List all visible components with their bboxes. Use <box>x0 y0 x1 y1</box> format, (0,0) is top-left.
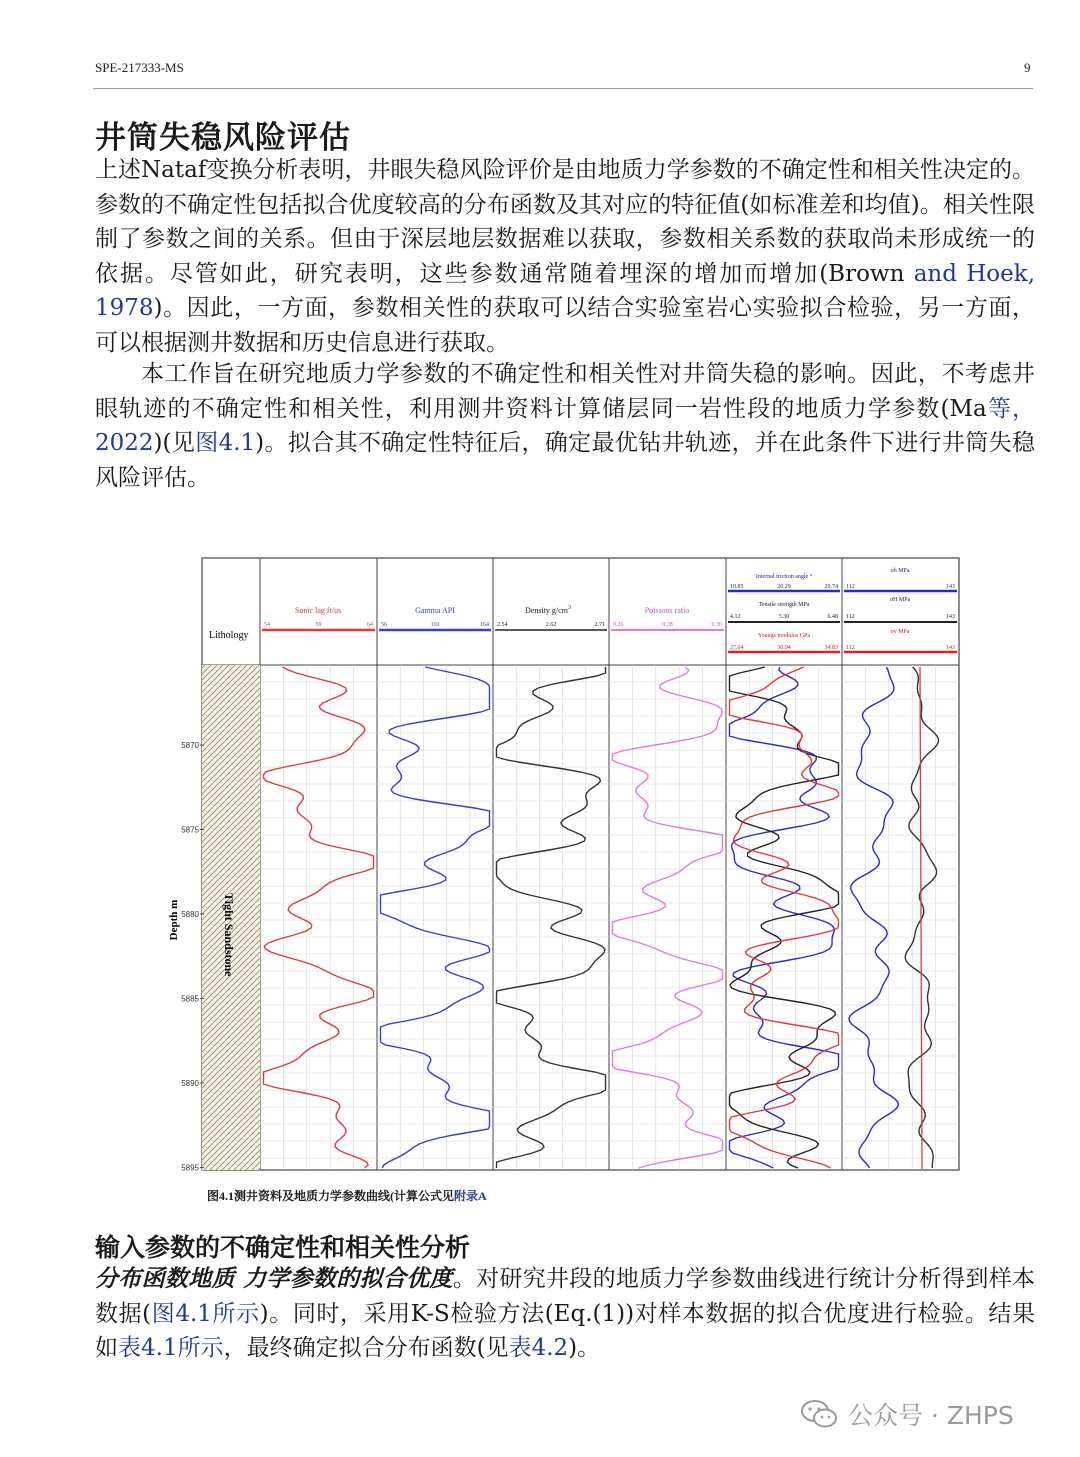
depth-axis-label: Depth m <box>168 899 180 941</box>
paragraph-1 <box>95 153 1035 360</box>
p3-text-a: 。对研究井段的地质力学参数曲线进行统计分析得到样本数据( <box>95 1266 1036 1327</box>
density-scale-tick: 2.71 <box>594 622 605 628</box>
depth-tick-label: 5890 <box>181 1079 199 1088</box>
gamma-scale-tick: 164 <box>480 622 489 628</box>
poisson-scale-tick: 0.28 <box>662 622 673 628</box>
poisson-scale-tick: 0.26 <box>613 622 624 628</box>
density-scale-tick: 2.62 <box>545 622 557 628</box>
paragraph-2 <box>95 357 1035 495</box>
appendix-a-link[interactable]: 附录A <box>454 1189 487 1203</box>
sonic-scale-tick: 64 <box>367 622 373 628</box>
youngs-track-name: Youngs modulus GPa <box>757 633 811 639</box>
paragraph-3 <box>95 1262 1035 1366</box>
figure-4-1 <box>165 555 965 1175</box>
table-ref-4-2[interactable]: 表4.2 <box>508 1335 569 1361</box>
depth-tick-label: 5885 <box>181 994 199 1004</box>
p1-text-a: 上述Nataf变换分析表明，井眼失稳风险评价是由地质力学参数的不确定性和相关性决定的。参数的不确定性包括拟合优度较高的分布函数及其对应的特征值(如标准差和均值)。相关性限制了参数之间的关系。但由于深层地层数据难以获取，参数相关系数的获取尚未形成统一的依据。尽管如此，研究表明，这些参数通常随着埋深的增加而增加(Brown <box>95 157 1035 287</box>
sv-track-name: σv MPa <box>890 629 910 635</box>
poisson-track-name: Poissons ratio <box>644 606 690 615</box>
sh-scale-tick: 112 <box>846 584 855 590</box>
gamma-scale-tick: 56 <box>381 622 387 628</box>
watermark <box>800 1396 1014 1432</box>
header-page-number: 9 <box>1024 60 1031 75</box>
density-track-name: Density $g/cm^3$ <box>525 605 571 615</box>
poisson-scale-tick: 0.30 <box>711 622 722 628</box>
figure-caption <box>207 1187 487 1204</box>
lithology-header: Lithology <box>209 630 249 641</box>
youngs-scale-tick: 30.94 <box>777 645 791 651</box>
sH-scale-tick: 143 <box>946 614 955 620</box>
depth-tick-label: 5870 <box>181 741 199 750</box>
depth-tick-label: 5880 <box>181 910 199 919</box>
depth-tick-label: 5895 <box>181 1163 199 1173</box>
wechat-icon <box>800 1399 838 1429</box>
watermark-text: 公众号 · ZHPS <box>848 1401 1014 1430</box>
tensile-track-name: Tensile strength MPa <box>758 602 810 608</box>
p2-text-c: )。拟合其不确定性特征后，确定最优钻井轨迹，并在此条件下进行井筒失稳风险评估。 <box>95 430 1035 491</box>
sv-scale-tick: 143 <box>946 645 955 651</box>
table-ref-4-1[interactable]: 表4.1所示 <box>118 1335 224 1361</box>
sonic-scale-tick: 59 <box>315 622 322 628</box>
friction-scale-tick: 20.29 <box>777 584 791 590</box>
citation-ma-2022[interactable]: 等，2022 <box>95 395 1035 456</box>
sH-scale-tick: 112 <box>846 614 855 620</box>
friction-track-name: Internal friction angle ° <box>755 574 813 580</box>
tensile-scale-tick: 5.30 <box>778 614 790 620</box>
density-scale-tick: 2.54 <box>497 622 508 628</box>
gamma-track-name: Gamma API <box>415 606 455 615</box>
sH-track-name: σH MPa <box>889 597 911 603</box>
sh-track-name: σh MPa <box>890 568 910 574</box>
tensile-scale-tick: 6.48 <box>827 614 838 620</box>
youngs-scale-tick: 27.04 <box>730 645 744 651</box>
section-2-title: 输入参数的不确定性和相关性分析 <box>95 1233 471 1262</box>
friction-scale-tick: 29.74 <box>824 584 838 590</box>
header-rule <box>93 88 1033 89</box>
sonic-track-name: Sonic lag ft/us <box>294 606 342 615</box>
p1-text-b: )。因此，一方面，参数相关性的获取可以结合实验室岩心实验拟合检验，另一方面，可以根据测井数据和历史信息进行获取。 <box>95 295 1035 356</box>
figure-ref-4-1-b[interactable]: 图4.1所示 <box>151 1300 260 1327</box>
header-doc-id: SPE-217333-MS <box>95 60 184 75</box>
p2-text-a: 本工作旨在研究地质力学参数的不确定性和相关性对井筒失稳的影响。因此，不考虑井眼轨迹的不确定性和相关性，利用测井资料计算储层同一岩性段的地质力学参数(Ma <box>95 361 1035 422</box>
p3-text-d: )。 <box>568 1335 601 1361</box>
p3-text-b: )。同时，采用K-S检验方法(Eq.(1))对样本数据的拟合优度进行检验。结果如 <box>95 1300 1035 1361</box>
youngs-scale-tick: 34.83 <box>824 645 838 651</box>
caption-text: 图4.1测井资料及地质力学参数曲线(计算公式见 <box>207 1189 454 1203</box>
paragraph-3-emphasis: 分布函数地质 力学参数的拟合优度 <box>95 1265 453 1292</box>
friction-scale-tick: 10.85 <box>730 584 744 590</box>
lithology-label: Tight Sandstone <box>222 893 236 977</box>
sonic-scale-tick: 54 <box>264 622 270 628</box>
p2-text-b: )(见 <box>153 430 196 456</box>
sv-scale-tick: 112 <box>846 645 855 651</box>
p3-text-c: ，最终确定拟合分布函数(见 <box>223 1335 509 1361</box>
depth-tick-label: 5875 <box>181 825 199 835</box>
figure-ref-4-1[interactable]: 图4.1 <box>195 430 256 456</box>
tensile-scale-tick: 4.12 <box>730 614 741 620</box>
citation-brown-hoek[interactable]: and Hoek, 1978 <box>95 260 1035 321</box>
gamma-scale-tick: 110 <box>430 622 440 628</box>
section-title: 井筒失稳风险评估 <box>95 120 351 156</box>
sh-scale-tick: 143 <box>946 584 955 590</box>
